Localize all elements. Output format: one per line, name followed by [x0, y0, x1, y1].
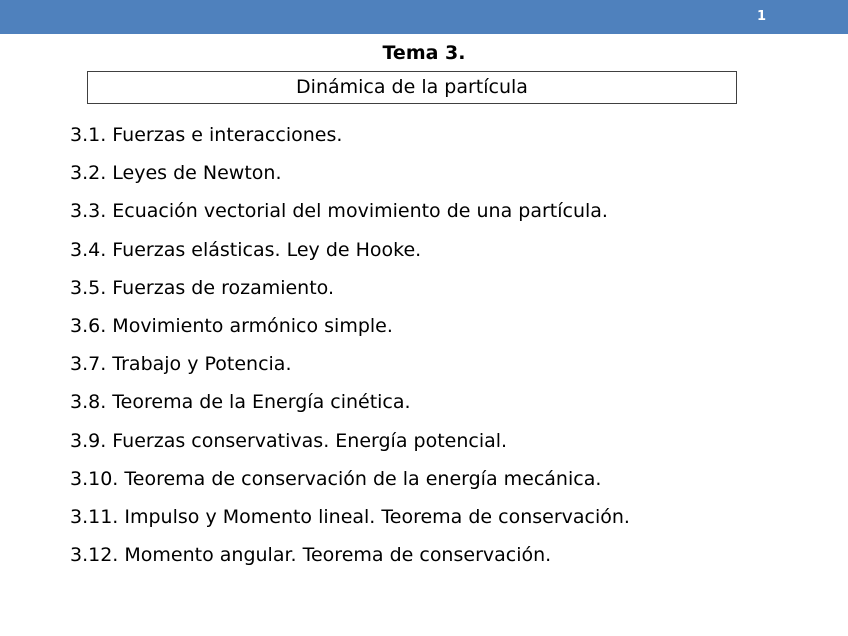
- topic-item-3-3: 3.3. Ecuación vectorial del movimiento de una partícula.: [70, 200, 608, 223]
- page-number: 1: [756, 9, 766, 24]
- subtitle-box: Dinámica de la partícula: [87, 71, 737, 104]
- topic-list: [70, 122, 830, 580]
- topic-item-3-8: 3.8. Teorema de la Energía cinética.: [70, 391, 411, 414]
- topic-item-3-7: 3.7. Trabajo y Potencia.: [70, 353, 292, 376]
- header-bar: [0, 0, 848, 34]
- topic-item-3-5: 3.5. Fuerzas de rozamiento.: [70, 276, 335, 299]
- topic-item-3-4: 3.4. Fuerzas elásticas. Ley de Hooke.: [70, 238, 422, 261]
- topic-item-3-11: 3.11. Impulso y Momento lineal. Teorema de conservación.: [70, 505, 630, 528]
- page-title: Tema 3.: [382, 42, 466, 64]
- topic-item-3-12: 3.12. Momento angular. Teorema de conservación.: [70, 544, 552, 567]
- topic-item-3-1: 3.1. Fuerzas e interacciones.: [70, 124, 343, 146]
- topic-item-3-10: 3.10. Teorema de conservación de la energía mecánica.: [70, 467, 602, 490]
- topic-item-3-6: 3.6. Movimiento armónico simple.: [70, 314, 393, 337]
- topic-item-3-9: 3.9. Fuerzas conservativas. Energía potencial.: [70, 429, 508, 452]
- topic-item-3-2: 3.2. Leyes de Newton.: [70, 162, 282, 185]
